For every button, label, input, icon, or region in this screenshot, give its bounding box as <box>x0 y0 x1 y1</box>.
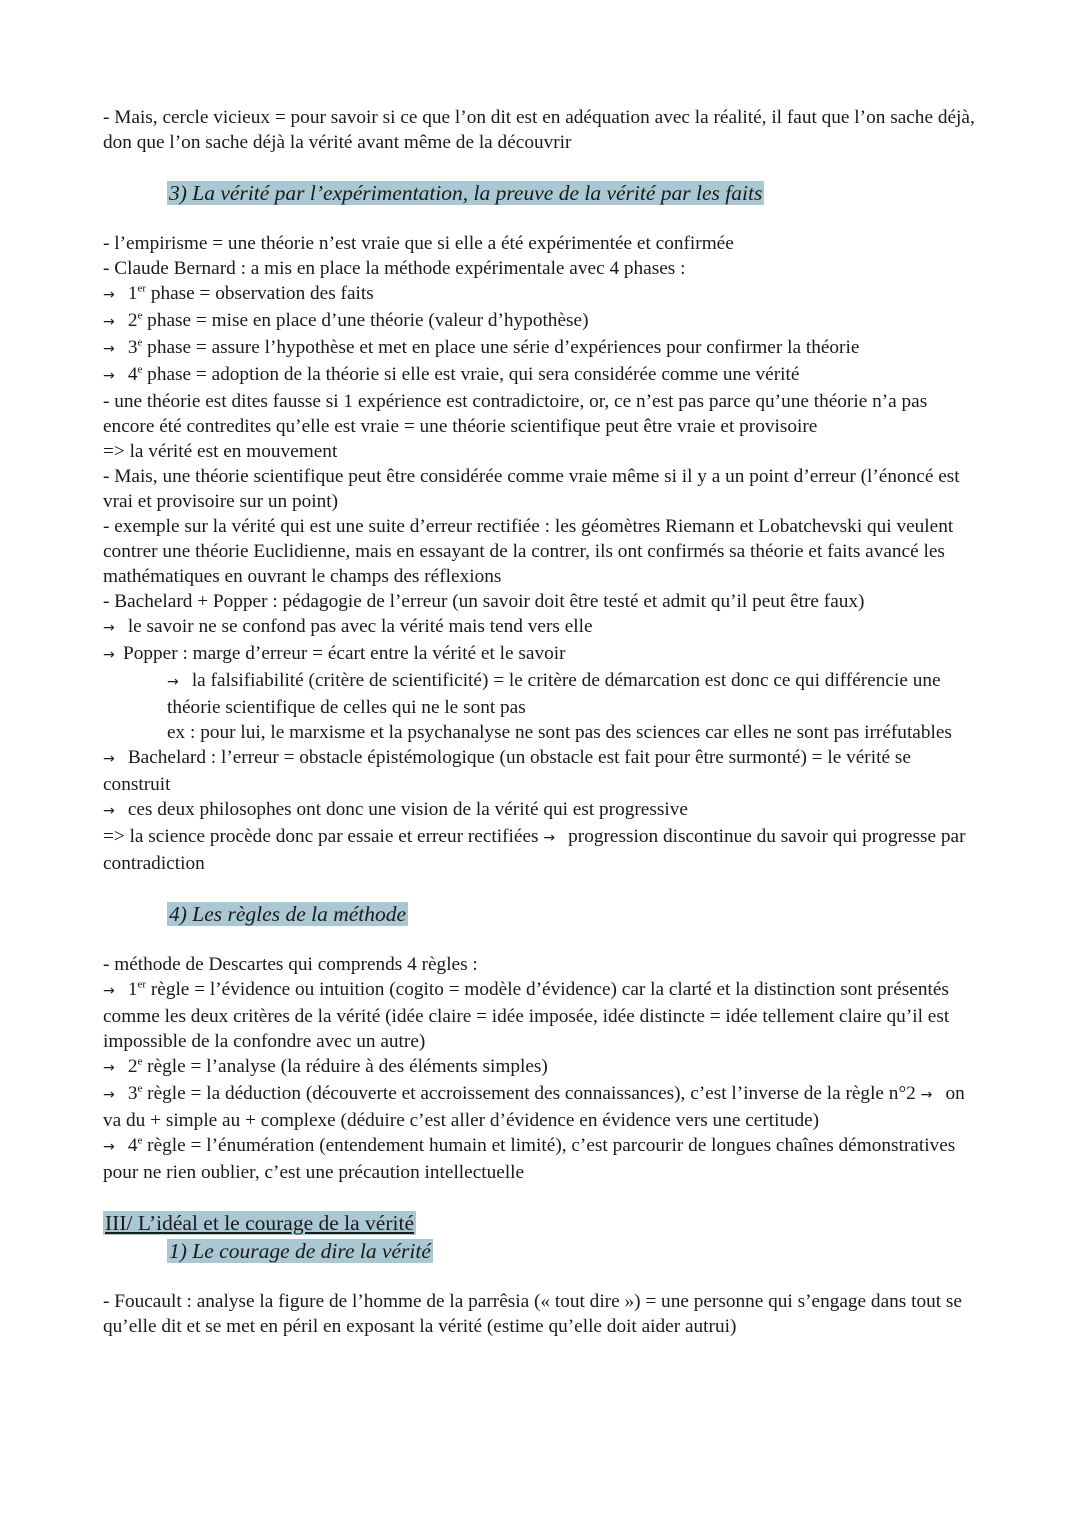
section-4-heading: 4) Les règles de la méthode <box>169 902 407 926</box>
arrow-icon: → <box>103 1087 115 1103</box>
arrow-icon: → <box>103 803 115 819</box>
section-4-heading-row <box>103 900 983 928</box>
savoir-line: → le savoir ne se confond pas avec la vérité mais tend vers elle <box>103 614 983 641</box>
descartes-line: - méthode de Descartes qui comprends 4 règles : <box>103 954 478 975</box>
arrow-icon: → <box>103 287 115 303</box>
arrow-icon: → <box>103 983 115 999</box>
arrow-icon: → <box>920 1087 933 1103</box>
riemann-paragraph: - exemple sur la vérité qui est une suite d’erreur rectifiée : les géomètres Riemann et Lobatchevski qui veulent contrer une théorie Euclidienne, mais en essayant de la contrer, ils ont confirmés sa théorie et faits avancé les mathématiques en ouvrant le champs des réflexions <box>103 516 954 587</box>
arrow-icon: → <box>103 368 115 384</box>
arrow-icon: → <box>103 751 115 767</box>
science-procede-paragraph: => la science procède donc par essaie et erreur rectifiées → progression discontinue du savoir qui progresse par contradiction <box>103 826 966 874</box>
phase-4-line: → 4e phase = adoption de la théorie si elle est vraie, qui sera considérée comme une vérité <box>103 362 983 389</box>
empirisme-line: - l’empirisme = une théorie n’est vraie que si elle a été expérimentée et confirmée <box>103 233 734 254</box>
philosophes-line: → ces deux philosophes ont donc une vision de la vérité qui est progressive <box>103 797 983 824</box>
section-3-heading: 3) La vérité par l’expérimentation, la preuve de la vérité par les faits <box>169 181 763 205</box>
bachelard-popper-line: - Bachelard + Popper : pédagogie de l’erreur (un savoir doit être testé et admit qu’il peut être faux) <box>103 591 865 612</box>
point-erreur-paragraph: - Mais, une théorie scientifique peut être considérée comme vraie même si il y a un point d’erreur (l’énoncé est vrai et provisoire sur un point) <box>103 466 960 512</box>
phase-1-line: → 1er phase = observation des faits <box>103 281 983 308</box>
arrow-icon: → <box>103 341 115 357</box>
arrow-icon: → <box>543 830 556 846</box>
regle-2-line: → 2e règle = l’analyse (la réduire à des éléments simples) <box>103 1054 983 1081</box>
arrow-icon: → <box>103 314 115 330</box>
phase-2-line: → 2e phase = mise en place d’une théorie (valeur d’hypothèse) <box>103 308 983 335</box>
arrow-icon: → <box>103 647 115 663</box>
part-3-sub-1-heading: 1) Le courage de dire la vérité <box>169 1239 431 1263</box>
arrow-icon: → <box>103 1060 115 1076</box>
popper-line: → Popper : marge d’erreur = écart entre la vérité et le savoir <box>103 641 983 668</box>
arrow-icon: → <box>103 620 115 636</box>
theorie-fausse-paragraph: - une théorie est dites fausse si 1 expérience est contradictoire, or, ce n’est pas parce qu’une théorie n’a pas encore été contredites qu’elle est vraie = une théorie scientifique peut être vraie et provisoire <box>103 391 928 437</box>
part-3-heading: III/ L’idéal et le courage de la vérité <box>105 1211 414 1235</box>
bachelard-erreur-paragraph: → Bachelard : l’erreur = obstacle épistémologique (un obstacle est fait pour être surmonté) = le vérité se construit <box>103 747 911 795</box>
part-3-sub-1-row <box>103 1237 983 1265</box>
document-body <box>103 105 983 1339</box>
arrow-icon: → <box>103 1139 115 1155</box>
verite-mouvement-line: => la vérité est en mouvement <box>103 441 338 462</box>
part-3-heading-row <box>103 1209 983 1237</box>
intro-paragraph: - Mais, cercle vicieux = pour savoir si ce que l’on dit est en adéquation avec la réalité, il faut que l’on sache déjà, don que l’on sache déjà la vérité avant même de la découvrir <box>103 107 975 153</box>
phase-3-line: → 3e phase = assure l’hypothèse et met en place une série d’expériences pour confirmer la théorie <box>103 335 983 362</box>
regle-1-paragraph: → 1er règle = l’évidence ou intuition (cogito = modèle d’évidence) car la clarté et la distinction sont présentés comme les deux critères de la vérité (idée claire = idée imposée, idée distincte = idée tellement claire qu’il est impossible de la confondre avec un autre) <box>103 978 950 1052</box>
foucault-paragraph: - Foucault : analyse la figure de l’homme de la parrêsia (« tout dire ») = une personne qui s’engage dans tout se qu’elle dit et se met en péril en exposant la vérité (estime qu’elle doit aider autrui) <box>103 1291 962 1337</box>
claude-bernard-line: - Claude Bernard : a mis en place la méthode expérimentale avec 4 phases : <box>103 258 686 279</box>
regle-3-paragraph: → 3e règle = la déduction (découverte et accroissement des connaissances), c’est l’inverse de la règle n°2 → on va du + simple au + complexe (déduire c’est aller d’évidence en évidence vers une certitude) <box>103 1082 965 1131</box>
regle-4-paragraph: → 4e règle = l’énumération (entendement humain et limité), c’est parcourir de longues chaînes démonstratives pour ne rien oublier, c’est une précaution intellectuelle <box>103 1134 956 1183</box>
falsifiabilite-paragraph: → la falsifiabilité (critère de scientificité) = le critère de démarcation est donc ce qui différencie une théorie scientifique de celles qui ne le sont pas <box>167 670 941 718</box>
arrow-icon: → <box>167 674 179 690</box>
marxisme-example: ex : pour lui, le marxisme et la psychanalyse ne sont pas des sciences car elles ne sont pas irréfutables <box>167 722 952 743</box>
section-3-heading-row <box>103 179 983 207</box>
